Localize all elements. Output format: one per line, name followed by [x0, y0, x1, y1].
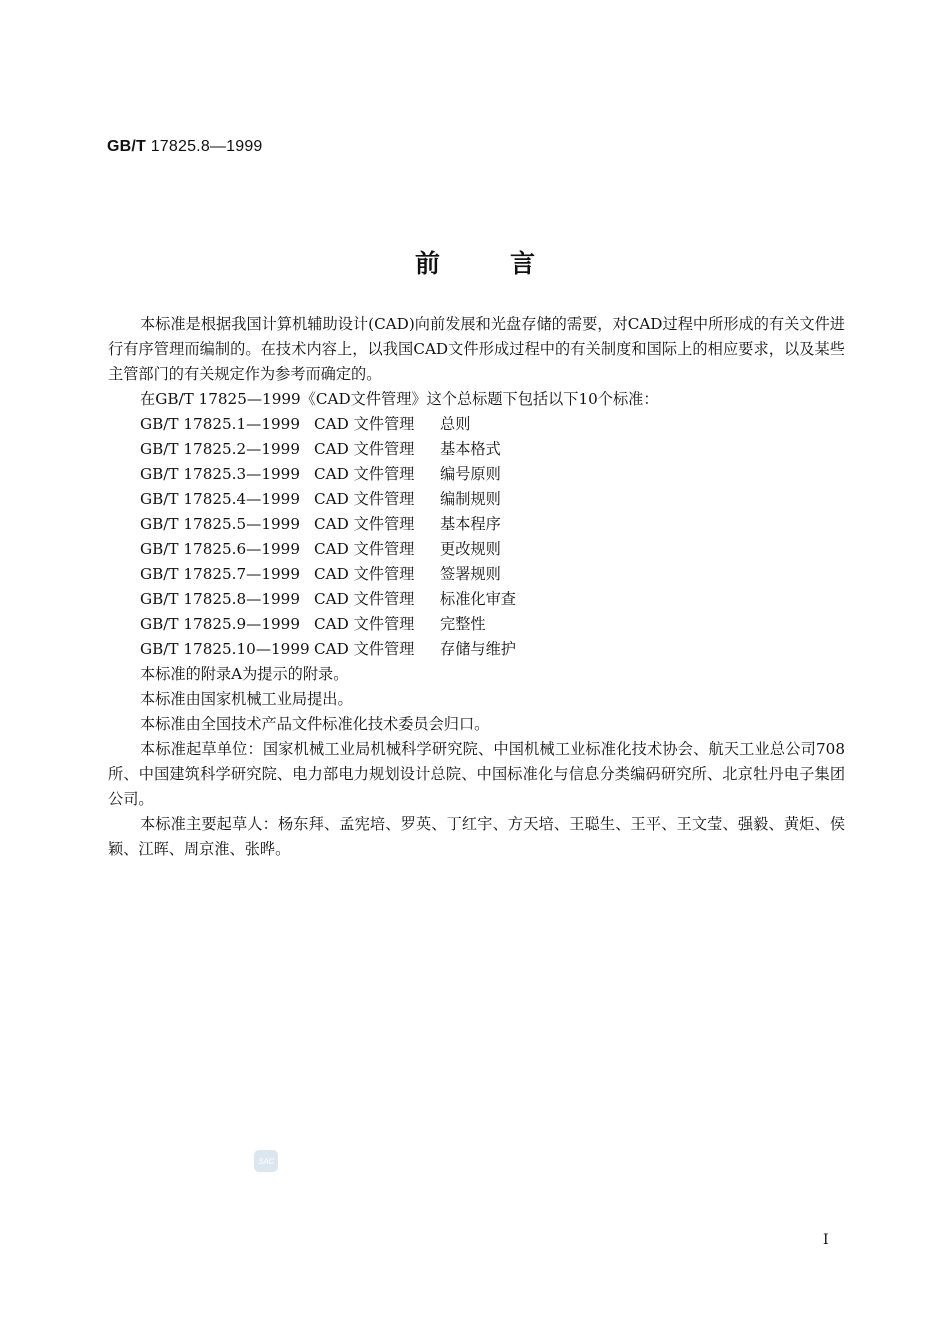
standard-code: [107, 138, 263, 156]
standard-list-item: [108, 412, 845, 437]
standard-item-title: 标准化审查: [440, 590, 516, 608]
standard-list-item: [108, 437, 845, 462]
standard-item-category: CAD 文件管理: [314, 440, 415, 458]
standard-item-number: GB/T 17825.2—1999: [140, 440, 301, 458]
standard-list-item: [108, 612, 845, 637]
standard-item-category: CAD 文件管理: [314, 490, 415, 508]
page-title: 前言: [414, 249, 605, 278]
standard-item-title: 基本程序: [440, 515, 501, 533]
standard-item-number: GB/T 17825.3—1999: [140, 465, 301, 483]
standard-list-item: [108, 487, 845, 512]
standard-item-title: 完整性: [440, 615, 486, 633]
foreword-body: [108, 312, 845, 862]
standard-list-item: [108, 462, 845, 487]
standard-item-title: 更改规则: [440, 540, 501, 558]
standard-item-number: GB/T 17825.6—1999: [140, 540, 301, 558]
standard-list-item: [108, 562, 845, 587]
standard-item-number: GB/T 17825.7—1999: [140, 565, 301, 583]
page-number: I: [823, 1232, 829, 1248]
standard-item-number: GB/T 17825.1—1999: [140, 415, 301, 433]
paragraph-series: 在GB/T 17825—1999《CAD文件管理》这个总标题下包括以下10个标准：: [140, 390, 659, 408]
paragraph-proposer: 本标准由国家机械工业局提出。: [140, 690, 353, 708]
paragraph-appendix: 本标准的附录A为提示的附录。: [140, 665, 349, 683]
standard-code-number: 17825.8—1999: [150, 138, 263, 155]
standard-list-item: [108, 587, 845, 612]
standard-item-category: CAD 文件管理: [314, 415, 415, 433]
sac-watermark-logo: SAC: [254, 1150, 278, 1172]
standard-item-category: CAD 文件管理: [314, 565, 415, 583]
standard-list-item: [108, 512, 845, 537]
standard-item-number: GB/T 17825.10—1999: [140, 640, 310, 658]
standard-code-prefix: GB/T: [107, 138, 147, 155]
standard-item-title: 编制规则: [440, 490, 501, 508]
standard-item-number: GB/T 17825.8—1999: [140, 590, 301, 608]
standard-item-title: 基本格式: [440, 440, 501, 458]
paragraph-drafting-units: 本标准起草单位：国家机械工业局机械科学研究院、中国机械工业标准化技术协会、航天工业总公司708所、中国建筑科学研究院、电力部电力规划设计总院、中国标准化与信息分类编码研究所、北京牡丹电子集团公司。: [108, 740, 845, 808]
paragraph-committee: 本标准由全国技术产品文件标准化技术委员会归口。: [140, 715, 490, 733]
standard-item-title: 签署规则: [440, 565, 501, 583]
standard-list-item: [108, 637, 845, 662]
paragraph-intro: 本标准是根据我国计算机辅助设计(CAD)向前发展和光盘存储的需要，对CAD过程中所形成的有关文件进行有序管理而编制的。在技术内容上，以我国CAD文件形成过程中的有关制度和国际上的相应要求，以及某些主管部门的有关规定作为参考而确定的。: [108, 315, 845, 383]
standard-item-title: 总则: [440, 415, 471, 433]
standard-item-number: GB/T 17825.9—1999: [140, 615, 301, 633]
paragraph-drafters: 本标准主要起草人：杨东拜、孟宪培、罗英、丁红宇、方天培、王聪生、王平、王文莹、强毅、黄炬、侯颖、江晖、周京淮、张晔。: [108, 815, 845, 858]
standard-item-title: 存储与维护: [440, 640, 516, 658]
standard-item-number: GB/T 17825.4—1999: [140, 490, 301, 508]
standard-item-number: GB/T 17825.5—1999: [140, 515, 301, 533]
standards-list: [108, 412, 845, 662]
standard-item-category: CAD 文件管理: [314, 465, 415, 483]
standard-item-category: CAD 文件管理: [314, 540, 415, 558]
standard-item-category: CAD 文件管理: [314, 615, 415, 633]
standard-item-title: 编号原则: [440, 465, 501, 483]
standard-list-item: [108, 537, 845, 562]
standard-item-category: CAD 文件管理: [314, 590, 415, 608]
standard-item-category: CAD 文件管理: [314, 515, 415, 533]
standard-item-category: CAD 文件管理: [314, 640, 415, 658]
